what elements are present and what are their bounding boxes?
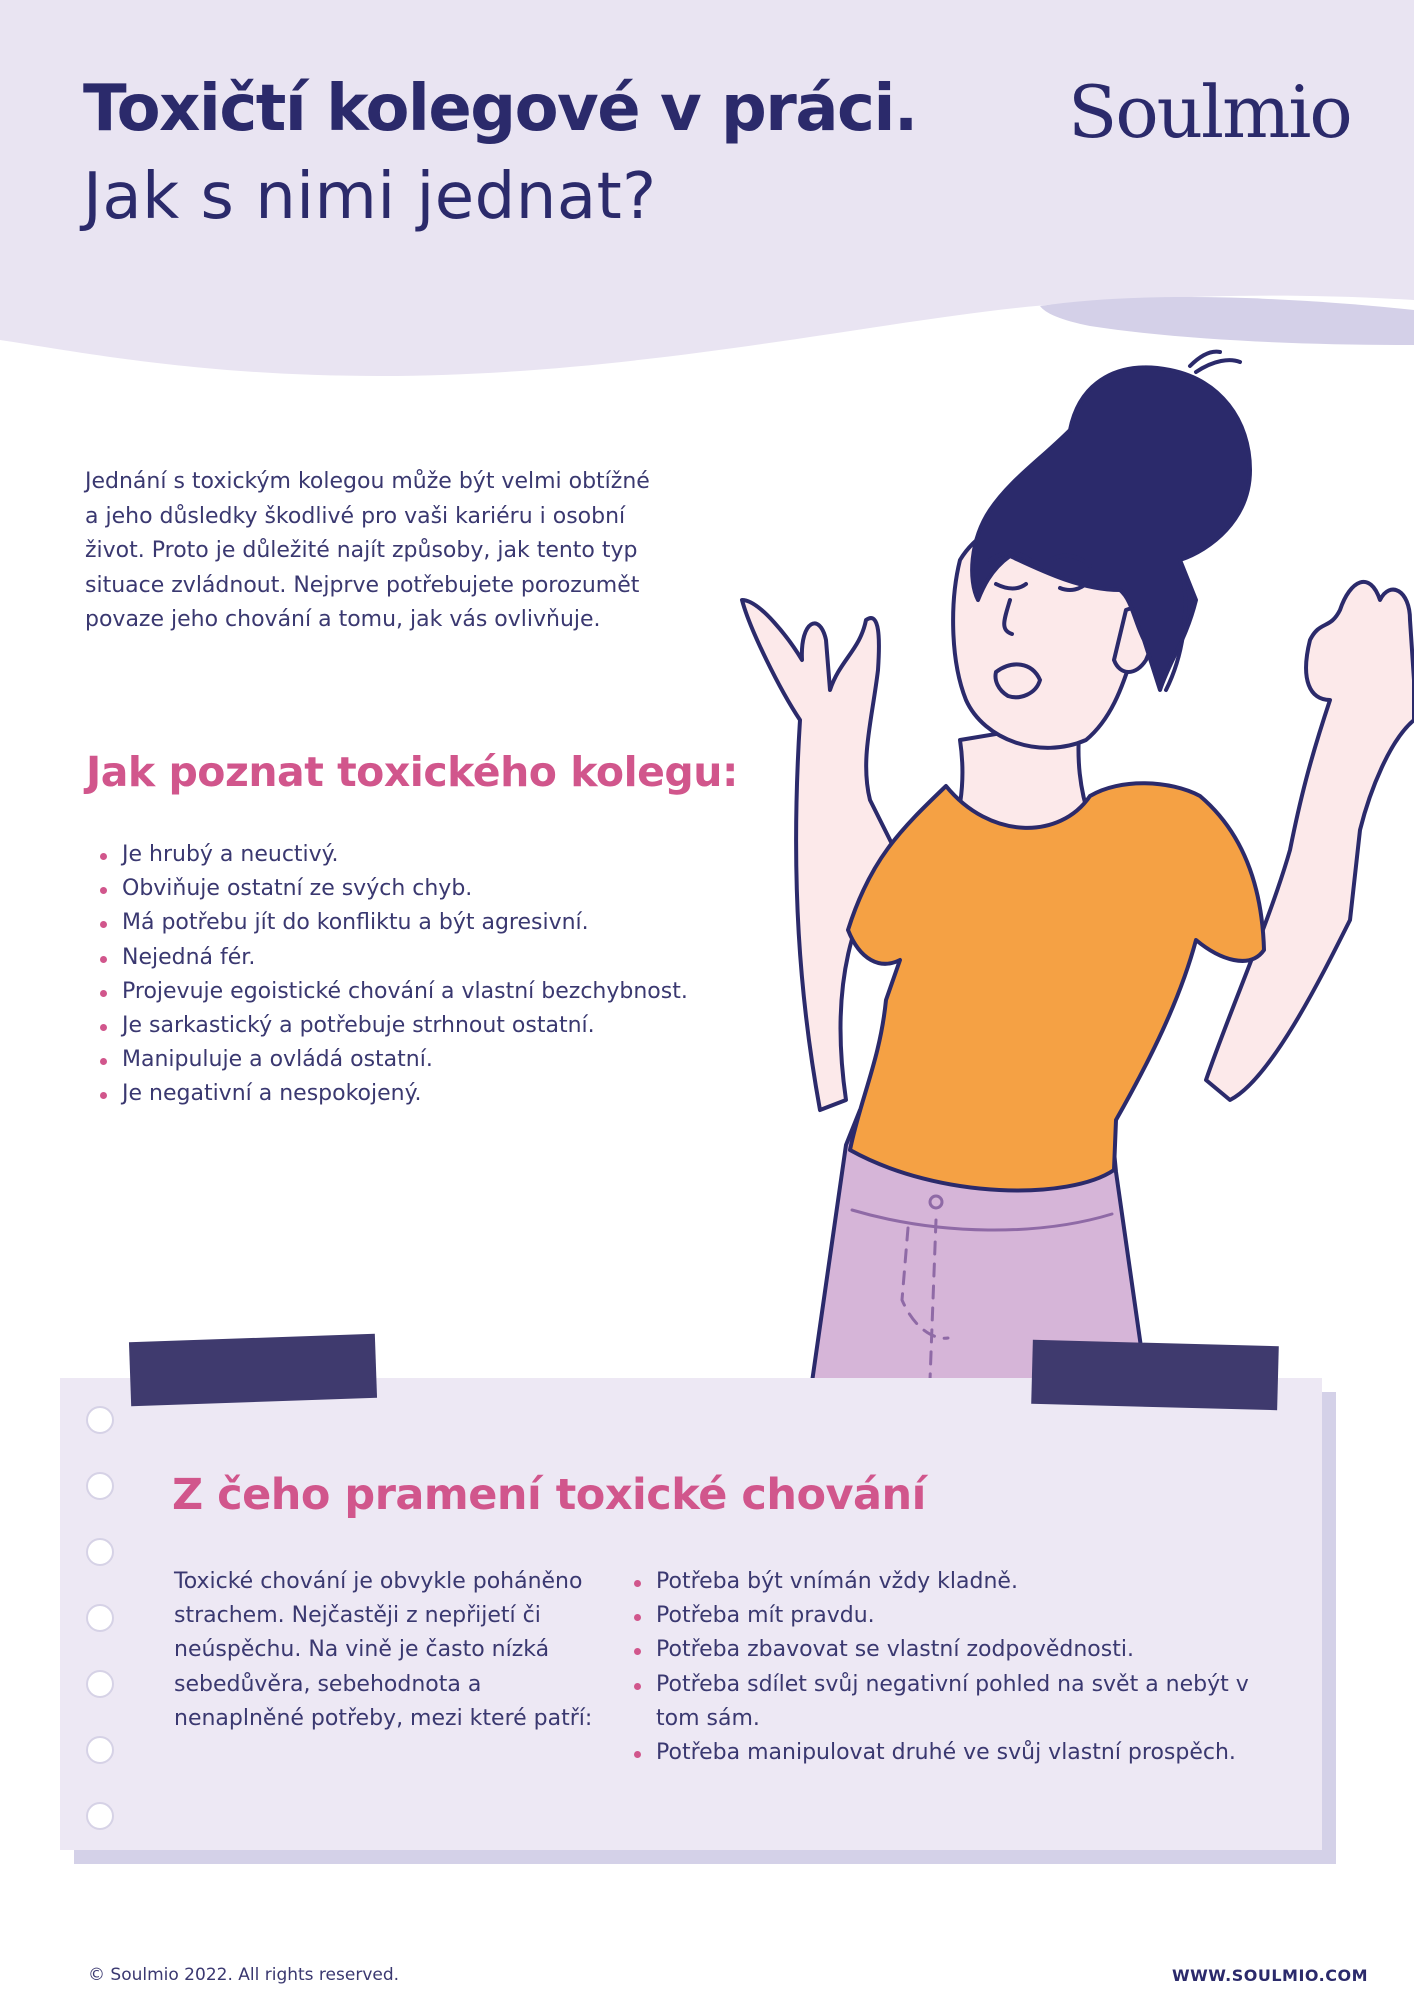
binder-hole — [86, 1670, 114, 1698]
list-item: Obviňuje ostatní ze svých chyb. — [86, 872, 688, 906]
list-item: Je negativní a nespokojený. — [86, 1077, 688, 1111]
binder-hole — [86, 1604, 114, 1632]
sources-paragraph: Toxické chování je obvykle poháněno strachem. Nejčastěji z nepřijetí či neúspěchu. Na vině je často nízká sebedůvěra, sebehodnota a nenaplněné potřeby, mezi které patří: — [174, 1569, 593, 1731]
brand-logo: Soulmio — [1068, 70, 1351, 154]
tape-strip-right — [1031, 1340, 1279, 1410]
binder-hole — [86, 1736, 114, 1764]
tape-strip-left — [129, 1334, 377, 1407]
list-item: Potřeba zbavovat se vlastní zodpovědnosti. — [620, 1633, 1280, 1667]
list-item: Nejedná fér. — [86, 941, 688, 975]
list-item: Potřeba manipulovat druhé ve svůj vlastní prospěch. — [620, 1736, 1280, 1770]
list-item: Je sarkastický a potřebuje strhnout ostatní. — [86, 1009, 688, 1043]
list-item: Má potřebu jít do konfliktu a být agresivní. — [86, 906, 688, 940]
list-item: Potřeba být vnímán vždy kladně. — [620, 1565, 1280, 1599]
list-item: Je hrubý a neuctivý. — [86, 838, 688, 872]
binder-hole — [86, 1472, 114, 1500]
list-item: Projevuje egoistické chování a vlastní bezchybnost. — [86, 975, 688, 1009]
list-item: Potřeba mít pravdu. — [620, 1599, 1280, 1633]
website-link[interactable]: WWW.SOULMIO.COM — [1172, 1966, 1368, 1985]
binder-hole — [86, 1802, 114, 1830]
page-subtitle: Jak s nimi jednat? — [83, 160, 657, 234]
binder-hole — [86, 1538, 114, 1566]
intro-paragraph: Jednání s toxickým kolegou může být velmi obtížné a jeho důsledky škodlivé pro vaši kariéru i osobní život. Proto je důležité najít způsoby, jak tento typ situace zvládnout. Nejprve potřebujete porozumět povaze jeho chování a tomu, jak vás ovlivňuje. — [85, 469, 650, 632]
traits-list — [86, 838, 688, 1112]
frustrated-woman-illustration — [680, 340, 1414, 1382]
recognize-heading: Jak poznat toxického kolegu: — [86, 748, 738, 796]
list-item: Manipuluje a ovládá ostatní. — [86, 1043, 688, 1077]
sources-heading: Z čeho pramení toxické chování — [172, 1470, 926, 1520]
binder-hole — [86, 1406, 114, 1434]
page-title: Toxičtí kolegové v práci. — [83, 72, 917, 146]
list-item: Potřeba sdílet svůj negativní pohled na svět a nebýt v tom sám. — [620, 1668, 1280, 1736]
copyright-notice: © Soulmio 2022. All rights reserved. — [88, 1965, 400, 1985]
needs-list — [620, 1565, 1280, 1770]
